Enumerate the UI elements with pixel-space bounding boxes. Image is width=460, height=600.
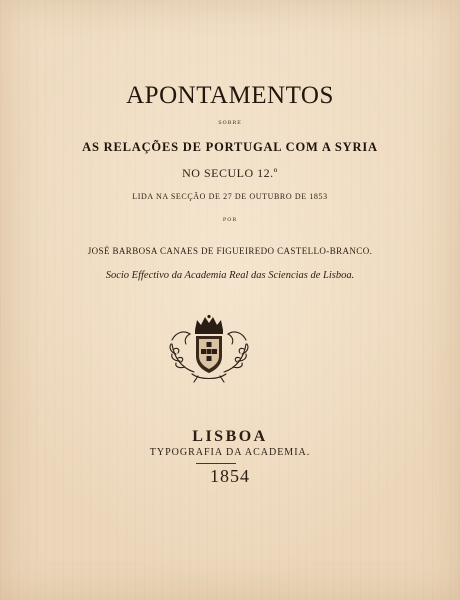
imprint-divider bbox=[196, 463, 236, 464]
connector-por: POR bbox=[222, 217, 238, 223]
century-line: NO SECULO 12.º bbox=[182, 166, 278, 180]
document-title: APONTAMENTOS bbox=[126, 82, 334, 109]
imprint-printer: TYPOGRAFIA DA ACADEMIA. bbox=[149, 447, 311, 458]
author-name: JOSÉ BARBOSA CANAES DE FIGUEIREDO CASTELLO-BRANCO. bbox=[87, 246, 373, 256]
author-membership: Socio Effectivo da Academia Real das Sciencias de Lisboa. bbox=[105, 270, 355, 281]
imprint-city: LISBOA bbox=[192, 428, 268, 445]
imprint-year: 1854 bbox=[210, 466, 250, 486]
document-subtitle: AS RELAÇÕES DE PORTUGAL COM A SYRIA bbox=[82, 140, 378, 154]
reading-date-note: LIDA NA SECÇÃO DE 27 DE OUTUBRO DE 1853 bbox=[132, 192, 328, 201]
connector-sobre: SOBRE bbox=[218, 120, 242, 126]
royal-coat-of-arms-icon bbox=[168, 314, 250, 384]
